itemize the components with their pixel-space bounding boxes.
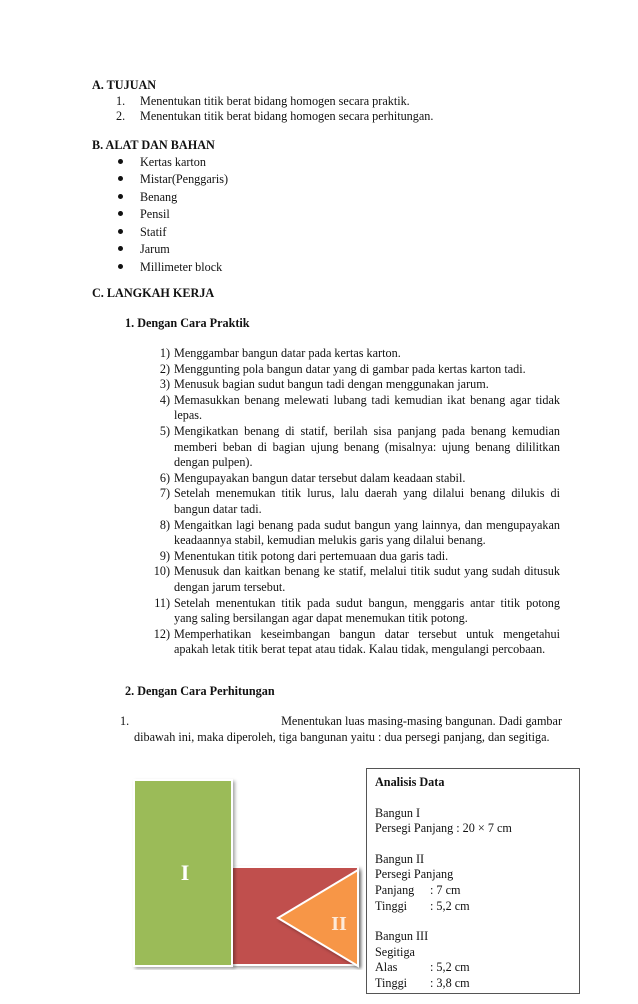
label-bangun-1: I [180, 860, 190, 885]
subsection-title-praktik: 1. Dengan Cara Praktik [125, 316, 250, 330]
perhitungan-num: 1. [120, 714, 130, 728]
bangun-3-alas: Alas : 5,2 cm [375, 960, 470, 975]
list-item: Benang [116, 189, 572, 207]
bullet-icon [118, 159, 123, 164]
list-item: Kertas karton [116, 154, 572, 172]
shapes-figure [128, 770, 364, 970]
bullet-icon [118, 211, 123, 216]
bangun-3-title: Bangun III [375, 929, 429, 944]
list-item: 10) Menusuk dan kaitkan benang ke statif, melalui titik sudut yang sudah ditusuk dengan jarum tersebut. [153, 564, 560, 594]
list-item: 6) Mengupayakan bangun datar tersebut dalam keadaan stabil. [159, 470, 466, 485]
alat-list [116, 154, 572, 277]
bangun-1-dimension: Persegi Panjang : 20 × 7 cm [375, 821, 512, 836]
bangun-2-title: Bangun II [375, 851, 425, 866]
section-title-langkah: C. LANGKAH KERJA [92, 286, 215, 300]
list-item: 5) Mengikatkan benang di statif, berilah sisa panjang pada benang kemudian memberi beban di bagian ujung benang (misalnya: ujung benang dililitkan dengan pulpen). [159, 423, 560, 470]
list-item: 1) Menggambar bangun datar pada kertas karton. [159, 346, 401, 360]
list-item: Pensil [116, 206, 572, 224]
bullet-icon [118, 264, 123, 269]
section-alat [92, 138, 572, 276]
bangun-2-type: Persegi Panjang [375, 867, 454, 882]
bullet-icon [118, 229, 123, 234]
list-item: 9) Menentukan titik potong dari pertemuaan dua garis tadi. [159, 548, 449, 563]
analisis-title: Analisis Data [375, 775, 445, 789]
subsection-title-perhitungan: 2. Dengan Cara Perhitungan [125, 684, 275, 698]
bangun-2-tinggi: Tinggi : 5,2 cm [375, 898, 470, 913]
list-item: Jarum [116, 241, 572, 259]
list-item: Millimeter block [116, 259, 572, 277]
label-bangun-3: II [331, 913, 347, 935]
section-tujuan [92, 78, 572, 125]
list-item: 3) Menusuk bagian sudut bangun tadi dengan menggunakan jarum. [159, 377, 489, 392]
bangun-1-title: Bangun I [375, 805, 421, 820]
list-item: 7) Setelah menemukan titik lurus, lalu daerah yang dilalui benang dilukis di bangun datar tadi. [159, 486, 560, 516]
bullet-icon [118, 246, 123, 251]
list-item: 8) Mengaitkan lagi benang pada sudut bangun yang lainnya, dan mengupayakan keadaannya stabil, kemudian melukis garis yang dilalui benang. [159, 517, 560, 548]
list-item: 11) Setelah menentukan titik pada sudut bangun, menggaris antar titik potong yang saling bersilangan agar dapat menemukan titik potong. [154, 595, 560, 626]
list-item: 12) Memperhatikan keseimbangan bangun datar tersebut untuk mengetahui apakah letak titik berat tepat atau tidak. Kalau tidak, mengulangi percobaan. [153, 626, 560, 657]
list-item: 2) Menggunting pola bangun datar yang di gambar pada kertas karton tadi. [159, 361, 526, 376]
bullet-icon [118, 194, 123, 199]
bangun-3-type: Segitiga [375, 944, 415, 959]
section-title-tujuan: A. TUJUAN [92, 78, 157, 92]
bangun-2-panjang: Panjang : 7 cm [375, 882, 461, 897]
analisis-data-panel [366, 768, 580, 994]
section-title-alat: B. ALAT DAN BAHAN [92, 138, 215, 152]
list-item: Statif [116, 224, 572, 242]
bangun-3-tinggi: Tinggi : 3,8 cm [375, 975, 470, 990]
list-item: 2. Menentukan titik berat bidang homogen secara perhitungan. [116, 109, 434, 124]
perhitungan-paragraph: 1. Menentukan luas masing-masing bangunan. Dadi gambar dibawah ini, maka diperoleh, tiga bangunan yaitu : dua persegi panjang, dan segitiga. [120, 714, 562, 744]
list-item: Mistar(Penggaris) [116, 171, 572, 189]
bullet-icon [118, 176, 123, 181]
praktik-steps [152, 346, 560, 658]
list-item: 1. Menentukan titik berat bidang homogen secara praktik. [116, 93, 410, 108]
list-item: 4) Memasukkan benang melewati lubang tadi kemudian ikat benang agar tidak lepas. [159, 392, 560, 423]
tujuan-list [116, 94, 572, 125]
